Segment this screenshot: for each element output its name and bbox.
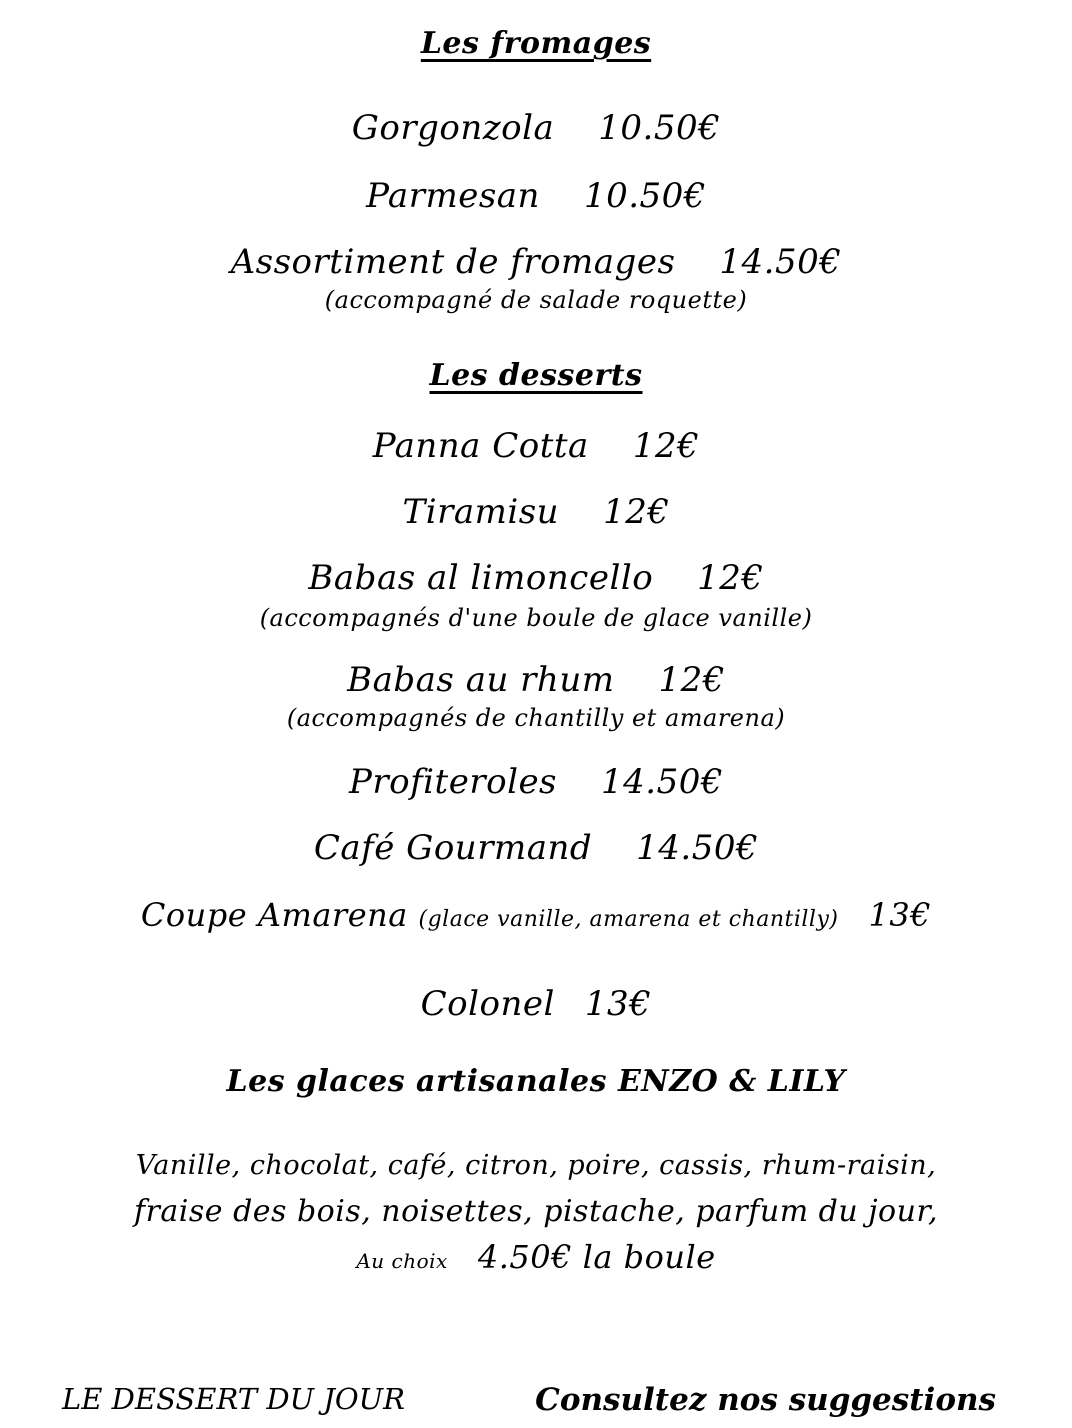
menu-item-parmesan — [0, 176, 1072, 216]
menu-item-babas-limoncello — [0, 558, 1072, 598]
section-title-glaces: Les glaces artisanales ENZO & LILY — [226, 1064, 846, 1099]
menu-item-colonel — [0, 984, 1072, 1024]
section-title-fromages: Les fromages — [420, 26, 652, 61]
item-name: Parmesan — [366, 176, 540, 216]
item-note: (accompagné de salade roquette) — [324, 286, 748, 314]
item-price: 10.50€ — [583, 176, 706, 216]
flavors-line-2: fraise des bois, noisettes, pistache, parfum du jour, — [133, 1194, 939, 1229]
menu-item-tiramisu — [0, 492, 1072, 532]
item-price: 12€ — [697, 558, 764, 598]
item-note: (accompagnés de chantilly et amarena) — [286, 704, 786, 732]
dessert-du-jour-label: LE DESSERT DU JOUR — [62, 1382, 405, 1416]
boule-price: 4.50€ la boule — [477, 1238, 716, 1276]
item-name: Café Gourmand — [313, 828, 593, 868]
item-name: Coupe Amarena — [140, 896, 408, 934]
menu-item-cafe-gourmand — [0, 828, 1072, 868]
item-price: 12€ — [658, 660, 725, 700]
item-price: 12€ — [603, 492, 670, 532]
menu-item-gorgonzola — [0, 108, 1072, 148]
item-price: 10.50€ — [598, 108, 721, 148]
item-name: Panna Cotta — [372, 426, 589, 466]
section-title-desserts: Les desserts — [429, 358, 643, 393]
choice-label: Au choix — [356, 1249, 448, 1273]
item-name: Babas al limoncello — [308, 558, 654, 598]
item-price: 14.50€ — [719, 242, 842, 282]
item-name: Tiramisu — [402, 492, 560, 532]
item-name: Gorgonzola — [351, 108, 555, 148]
flavors-line-1: Vanille, chocolat, café, citron, poire, cassis, rhum-raisin, — [135, 1150, 937, 1181]
item-note: (accompagnés d'une boule de glace vanille) — [259, 604, 813, 632]
item-name: Colonel — [420, 984, 555, 1024]
suggestions-label: Consultez nos suggestions — [535, 1382, 996, 1418]
menu-item-profiteroles — [0, 762, 1072, 802]
item-price: 12€ — [632, 426, 700, 466]
ice-cream-price — [0, 1238, 1072, 1276]
menu-item-babas-rhum — [0, 660, 1072, 700]
item-price: 13€ — [868, 896, 932, 934]
menu-item-assortiment — [0, 242, 1072, 282]
item-name: Profiteroles — [349, 762, 558, 802]
item-price: 14.50€ — [601, 762, 723, 802]
item-price: 14.50€ — [636, 828, 759, 868]
item-name: Assortiment de fromages — [230, 242, 676, 282]
menu-item-coupe-amarena — [0, 896, 1072, 934]
item-name: Babas au rhum — [347, 660, 615, 700]
item-detail: (glace vanille, amarena et chantilly) — [418, 907, 839, 932]
menu-item-panna-cotta — [0, 426, 1072, 466]
item-price: 13€ — [584, 984, 652, 1024]
